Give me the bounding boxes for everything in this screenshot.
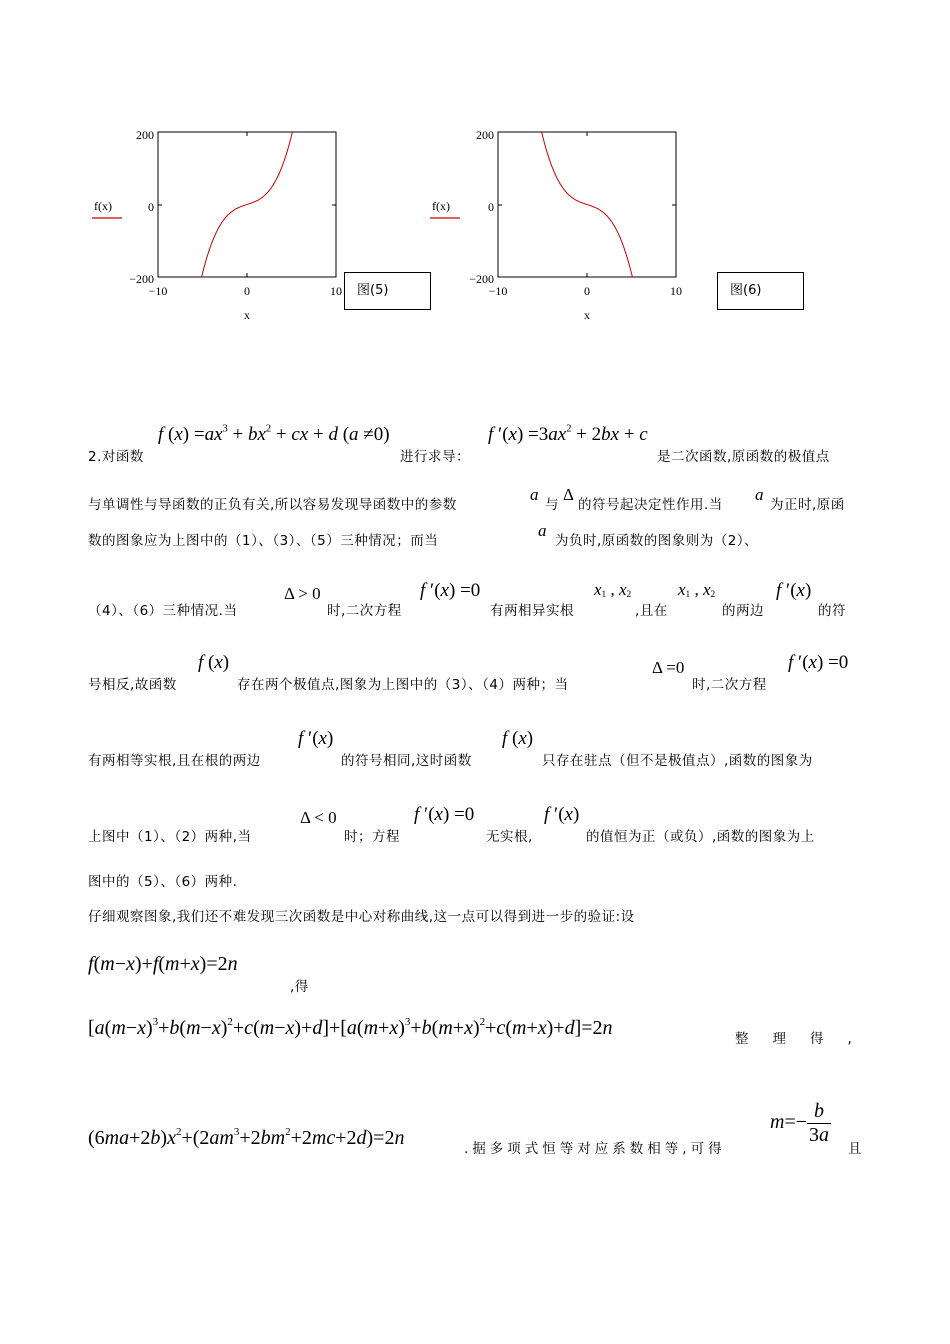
text-p9: 仔细观察图象,我们还不难发现三次函数是中心对称曲线,这一点可以得到进一步的验证:设 bbox=[88, 909, 635, 925]
symbol-a: a bbox=[530, 485, 539, 504]
text-p4-b: 时,二次方程 bbox=[327, 603, 402, 619]
text-p1-b: 进行求导： bbox=[400, 449, 470, 465]
plot-5-ytick-mid: 0 bbox=[148, 200, 154, 214]
symbol-a: a bbox=[538, 521, 547, 540]
plot-5-ylabel: f(x) bbox=[94, 199, 112, 213]
plot-6-ytick-mid: 0 bbox=[488, 200, 494, 214]
plot-5-xtick-mid: 0 bbox=[244, 284, 250, 298]
equation-symmetry: f(m−x)+f(m+x)=2n bbox=[88, 953, 238, 975]
text-p12-end: 且 bbox=[848, 1141, 862, 1157]
formula-roots-x1x2: $x_1$ , $x_2$ bbox=[594, 580, 632, 600]
text-p4-d: ,且在 bbox=[635, 603, 668, 619]
formula-fx-cubic: f $(x) =ax^3 + bx^2$ + cx + d (a ≠0) bbox=[158, 423, 390, 445]
text-p5-c: 时,二次方程 bbox=[692, 677, 767, 693]
figure-5-caption: 图(5) bbox=[344, 272, 431, 310]
plot-6-curve bbox=[542, 132, 633, 277]
plot-6-xtick-right: 10 bbox=[670, 284, 682, 298]
formula-fprime-zero: f ′(x) =0 bbox=[420, 580, 481, 601]
figure-6-caption: 图(6) bbox=[717, 272, 804, 310]
plot-6-xlabel: x bbox=[584, 308, 590, 322]
formula-fx: f (x) bbox=[502, 728, 534, 749]
formula-delta-negative: Δ < 0 bbox=[300, 808, 337, 827]
formula-fprime-x: f ′(x) bbox=[776, 580, 812, 601]
text-p4-e: 的两边 bbox=[722, 603, 764, 619]
text-p1-a: 2.对函数 bbox=[88, 449, 144, 465]
plot-5-curve bbox=[202, 132, 293, 277]
plot-6-xtick-mid: 0 bbox=[584, 284, 590, 298]
text-p2-d: 为正时,原函 bbox=[770, 497, 845, 513]
equation-expanded: $[a(m-x)^3+b(m-x)^2+c(m-x)+d]+[a(m+x)^3+b(m+x)^2+c(m+x)+d]=2n$ bbox=[88, 1016, 613, 1039]
text-p2-c: 的符号起决定性作用.当 bbox=[578, 497, 723, 513]
text-p5-a: 号相反,故函数 bbox=[88, 677, 177, 693]
symbol-a: a bbox=[755, 485, 764, 504]
plot-6-ylabel: f(x) bbox=[432, 199, 450, 213]
text-p3-b: 为负时,原函数的图象则为（2）、 bbox=[555, 533, 759, 549]
text-p7-b: 时；方程 bbox=[344, 829, 400, 845]
text-p4-f: 的符 bbox=[818, 603, 846, 619]
plot-6 bbox=[420, 120, 720, 330]
formula-fx: f (x) bbox=[198, 652, 230, 673]
formula-fprime-x: f ′(x) bbox=[298, 728, 334, 749]
text-p10-tail: ,得 bbox=[290, 979, 309, 995]
formula-fprime-zero: f ′(x) =0 bbox=[788, 652, 849, 673]
text-p6-a: 有两相等实根,且在根的两边 bbox=[88, 753, 261, 769]
text-p8: 图中的（5）、（6）两种. bbox=[88, 874, 238, 890]
plot-6-xtick-left: −10 bbox=[488, 284, 508, 298]
plot-5-xlabel: x bbox=[244, 308, 250, 322]
plot-6-ytick-bottom: −200 bbox=[469, 272, 494, 286]
formula-delta-zero: Δ =0 bbox=[652, 658, 685, 677]
text-p6-c: 只存在驻点（但不是极值点）,函数的图象为 bbox=[542, 753, 813, 769]
plot-5 bbox=[80, 120, 380, 330]
text-p4-c: 有两相异实根 bbox=[490, 603, 574, 619]
formula-fprime-x: f ′(x) bbox=[544, 804, 580, 825]
text-p2-a: 与单调性与导函数的正负有关,所以容易发现导函数中的参数 bbox=[88, 497, 457, 513]
plot-5-ytick-bottom: −200 bbox=[129, 272, 154, 286]
symbol-delta: Δ bbox=[563, 485, 574, 504]
plot-5-ytick-top: 200 bbox=[136, 128, 154, 142]
equation-simplified: $(6ma+2b)x^2+(2am^3+2bm^2+2mc+2d)=2n$ bbox=[88, 1126, 405, 1149]
plot-5-xtick-left: −10 bbox=[148, 284, 168, 298]
plot-6-ytick-top: 200 bbox=[476, 128, 494, 142]
formula-roots-x1x2: $x_1$ , $x_2$ bbox=[678, 580, 716, 600]
plot-5-xtick-right: 10 bbox=[330, 284, 342, 298]
text-p7-c: 无实根, bbox=[486, 829, 533, 845]
text-p2-b: 与 bbox=[545, 497, 559, 513]
text-p3-a: 数的图象应为上图中的（1）、（3）、（5）三种情况；而当 bbox=[88, 533, 439, 549]
text-p12-tail: .据多项式恒等对应系数相等,可得 bbox=[464, 1141, 726, 1157]
text-p11-tail: 整理得, bbox=[735, 1031, 876, 1047]
formula-delta-positive: Δ > 0 bbox=[284, 584, 321, 603]
text-p7-d: 的值恒为正（或负）,函数的图象为上 bbox=[586, 829, 815, 845]
text-p4-a: （4）、（6）三种情况.当 bbox=[88, 603, 238, 619]
formula-fprime: f $'(x) =3ax^2 + 2bx + c$ bbox=[488, 423, 648, 445]
formula-m-value: m=− $\frac{b}{3a}$ bbox=[770, 1100, 830, 1146]
text-p6-b: 的符号相同,这时函数 bbox=[341, 753, 472, 769]
text-p5-b: 存在两个极值点,图象为上图中的（3）、（4）两种；当 bbox=[237, 677, 569, 693]
formula-fprime-zero: f ′(x) =0 bbox=[414, 804, 475, 825]
text-p7-a: 上图中（1）、（2）两种,当 bbox=[88, 829, 252, 845]
text-p1-c: 是二次函数,原函数的极值点 bbox=[657, 449, 830, 465]
